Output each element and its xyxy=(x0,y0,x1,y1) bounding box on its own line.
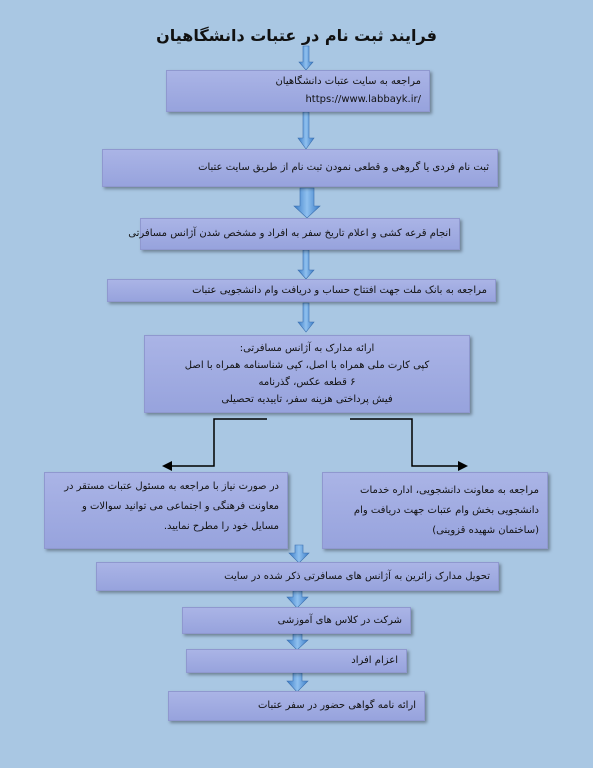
branch-arrowhead-right xyxy=(458,461,468,471)
step-text: انجام قرعه کشی و اعلام تاریخ سفر به افراد و مشخص شدن آژانس مسافرتی xyxy=(128,228,451,239)
step-text: مراجعه به بانک ملت جهت افتتاح حساب و دریافت وام دانشجویی عتبات xyxy=(192,284,487,296)
flow-arrow xyxy=(299,46,313,70)
branch-arrowhead-left xyxy=(162,461,172,471)
step-text: شرکت در کلاس های آموزشی xyxy=(277,614,402,626)
step-text: ثبت نام فردی یا گروهی و قطعی نمودن ثبت نام از طریق سایت عتبات xyxy=(198,162,489,173)
step-heading: ارائه مدارک به آژانس مسافرتی: xyxy=(239,343,375,354)
step-text: فیش پرداختی هزینه سفر، تاییدیه تحصیلی xyxy=(221,394,393,405)
step-cultural-office xyxy=(44,472,288,549)
step-register xyxy=(102,149,498,187)
branch-connector xyxy=(172,419,458,466)
step-text: ۶ قطعه عکس، گذرنامه xyxy=(258,377,356,388)
flow-arrow xyxy=(289,545,309,563)
flow-arrow xyxy=(298,112,314,149)
step-bank xyxy=(107,279,496,302)
step-text: ارائه نامه گواهی حضور در سفر عتبات xyxy=(257,700,416,711)
step-visit-website xyxy=(166,70,430,112)
step-submit-documents xyxy=(144,335,470,413)
flow-arrow xyxy=(294,188,320,218)
step-text: کپی کارت ملی همراه با اصل، کپی شناسنامه همراه با اصل xyxy=(184,360,430,371)
flow-arrow xyxy=(287,591,308,608)
step-attendance-certificate xyxy=(168,691,425,721)
step-deliver-documents xyxy=(96,562,499,591)
flow-arrow xyxy=(287,634,308,650)
page-title: فرایند ثبت نام در عتبات دانشگاهیان xyxy=(156,26,437,45)
step-text: تحویل مدارک زائرین به آژانس های مسافرتی ذکر شده در سایت xyxy=(224,570,490,582)
step-text: مراجعه به سایت عتبات دانشگاهیان xyxy=(275,76,421,87)
step-dispatch xyxy=(186,649,407,673)
step-text: در صورت نیاز با مراجعه به مسئول عتبات مستقر در معاونت فرهنگی و اجتماعی می توانید سوالات و مسایل خود را مطرح نمایید. xyxy=(64,481,279,532)
flow-arrow xyxy=(298,303,314,332)
step-text: مراجعه به معاونت دانشجویی، اداره خدمات دانشجویی بخش وام عتبات جهت دریافت وام (ساختمان شهیده قزوینی) xyxy=(353,484,539,536)
step-text: اعزام افراد xyxy=(351,655,398,666)
step-student-affairs xyxy=(322,472,548,549)
website-url: https://www.labbayk.ir/ xyxy=(305,94,421,105)
flow-arrow xyxy=(298,250,314,279)
step-lottery xyxy=(128,218,460,250)
flow-arrow xyxy=(287,673,308,692)
step-training-class xyxy=(182,607,411,634)
